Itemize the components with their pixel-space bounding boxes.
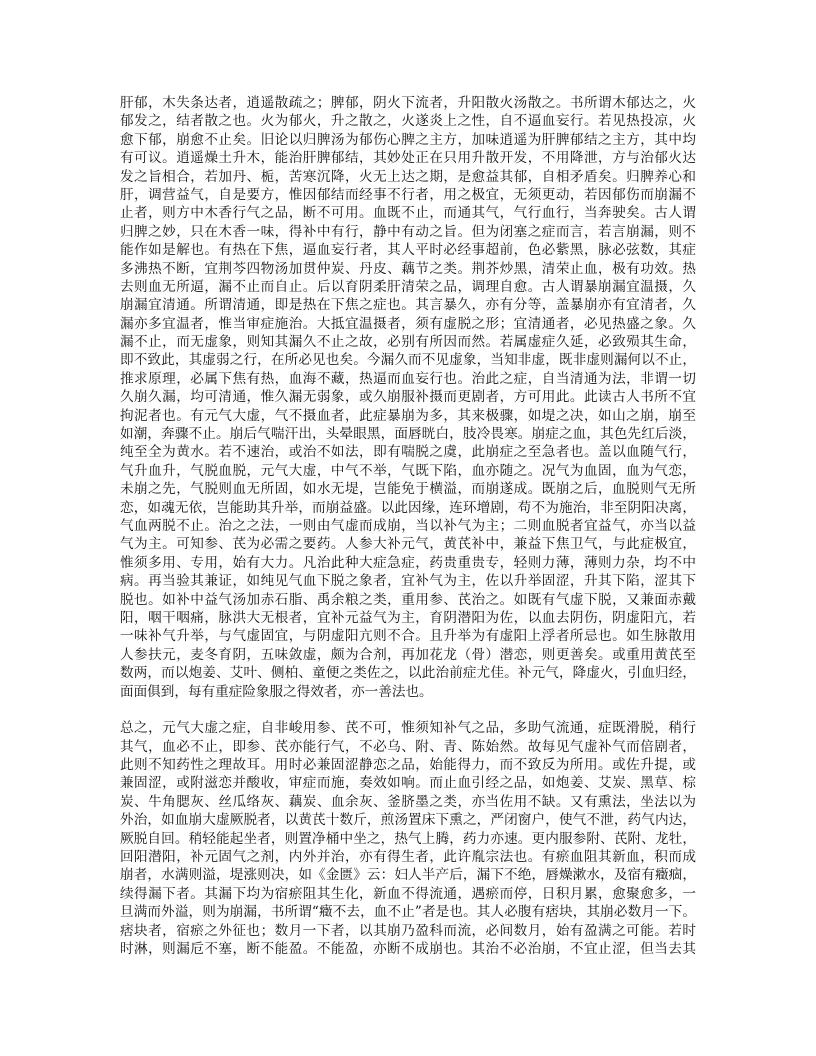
text-line: 肝，调营益气，自是要方，惟因郁结而经事不行者，用之极宜，无须更动，若因郁伤而崩漏不 (120, 186, 696, 203)
text-line: 纯至全为黄水。若不速治，或治不如法，即有喘脱之虞，此崩症之至急者也。盖以血随气行， (120, 444, 696, 461)
text-line: 脱也。如补中益气汤加赤石脂、禹余粮之类，重用参、芪治之。如既有气虚下脱，又兼面赤戴 (120, 591, 696, 608)
text-line: 拘泥者也。有元气大虚，气不摄血者，此症暴崩为多，其来极骤，如堤之决，如山之崩，崩至 (120, 407, 696, 424)
text-line: 愈下郁，崩愈不止矣。旧论以归脾汤为郁伤心脾之主方，加味逍遥为肝脾郁结之主方，其中均 (120, 131, 696, 148)
text-line: 郁发之，结者散之也。火为郁火，升之散之，火遂炎上之性，自不逼血妄行。若见热投凉，火 (120, 113, 696, 130)
text-line: 崩者，水满则溢，堤涨则决，如《金匮》云：妇人半产后，漏下不绝，唇燥漱水，及宿有癥痼， (120, 867, 696, 884)
text-line: 有可议。逍遥燥土升木，能治肝脾郁结，其妙处正在只用升散开发，不用降泄，方与治郁火达 (120, 150, 696, 167)
document-page (120, 94, 696, 958)
text-line: 去则血无所逼，漏不止而自止。后以育阴柔肝清荣之品，调理自愈。古人谓暴崩漏宜温摄，久 (120, 278, 696, 295)
text-line: 即不致此，其虚弱之行，在所必见也矣。今漏久而不见虚象，当知非虚，既非虚则漏何以不止， (120, 352, 696, 369)
text-line: 恋，如魂无依，岂能助其升举，而崩益盛。以此因缘，连环增剧，苟不为施治，非至阴阳决离， (120, 499, 696, 516)
text-line: 归脾之妙，只在木香一味，得补中有行，静中有动之旨。但为闭塞之症而言，若言崩漏，则不 (120, 223, 696, 240)
text-line: 能作如是解也。有热在下焦，逼血妄行者，其人平时必经事超前，色必紫黑，脉必弦数，其症 (120, 242, 696, 259)
text-line: 此则不知药性之理故耳。用时必兼固涩静恋之品，始能得力，而不致反为所用。或佐升提，或 (120, 757, 696, 774)
paragraph-2 (120, 719, 696, 958)
text-line: 时淋，则漏卮不塞，断不能盈。不能盈，亦断不成崩也。其治不必治崩，不宜止涩，但当去其 (120, 940, 696, 957)
text-line: 总之，元气大虚之症，自非峻用参、芪不可，惟须知补气之品，多助气流通，症既滑脱，稍行 (120, 720, 696, 737)
text-line: 其气，血必不止，即参、芪亦能行气，不必乌、附、青、陈始然。故每见气虚补气而倍剧者， (120, 738, 696, 755)
text-line: 气升血升，气脱血脱，元气大虚，中气不举，气既下陷，血亦随之。况气为血固，血为气恋， (120, 462, 696, 479)
text-line: 回阳潜阳，补元固气之剂，内外并治，亦有得生者，此许胤宗法也。有瘀血阻其新血，积而成 (120, 849, 696, 866)
text-line: 病。再当验其兼证，如纯见气血下脱之象者，宜补气为主，佐以升举固涩，升其下陷，涩其下 (120, 573, 696, 590)
text-line: 人参扶元，麦冬育阴，五味敛虚，颇为合剂，再加花龙（骨）潜恋，则更善矣。或重用黄芪至 (120, 646, 696, 663)
text-line: 惟须多用、专用，始有大力。凡治此种大症急症，药贵重贵专，轻则力薄，薄则力杂，均不中 (120, 554, 696, 571)
paragraph-1 (120, 94, 696, 701)
text-line: 旦满而外溢，则为崩漏，书所谓“癥不去，血不止”者是也。其人必腹有痞块，其崩必数月一下。 (120, 904, 696, 921)
text-line: 阳，咽干咽痛，脉洪大无根者，宜补元益气为主，育阴潜阳为佐，以血去阴伤，阴虚阳亢，若 (120, 609, 696, 626)
text-line: 外治，如血崩大虚厥脱者，以黄芪十数斤，煎汤置床下熏之，严闭窗户，使气不泄，药气内达， (120, 812, 696, 829)
text-line: 一味补气升举，与气虚固宜，与阴虚阳亢则不合。且升举为有虚阳上浮者所忌也。如生脉散用 (120, 628, 696, 645)
text-line: 多沸热不断，宜荆芩四物汤加贯仲炭、丹皮、藕节之类。荆芥炒黑，清荣止血，极有功效。热 (120, 260, 696, 277)
text-line: 气血两脱不止。治之之法，一则由气虚而成崩，当以补气为主；二则血脱者宜益气，亦当以益 (120, 517, 696, 534)
text-line: 如潮，奔骤不止。崩后气喘汗出，头晕眼黑，面唇晄白，肢冷畏寒。崩症之血，其色先红后淡， (120, 426, 696, 443)
text-line: 久崩久漏，均可清通，惟久漏无弱象，或久崩服补摄而更剧者，方可用此。此读古人书所不宜 (120, 389, 696, 406)
text-line: 痞块者，宿瘀之外征也；数月一下者，以其崩乃盈科而流，必间数月，始有盈满之可能。若时 (120, 922, 696, 939)
text-line: 气为主。可知参、芪为必需之要药。人参大补元气，黄芪补中，兼益下焦卫气，与此症极宜， (120, 536, 696, 553)
text-line: 肝郁，木失条达者，逍遥散疏之；脾郁，阴火下流者，升阳散火汤散之。书所谓木郁达之，火 (120, 95, 696, 111)
text-line: 推求原理，必属下焦有热，血海不藏，热逼而血妄行也。治此之症，自当清通为法，非谓一切 (120, 370, 696, 387)
text-line: 面面俱到，每有重症险象服之得效者，亦一善法也。 (120, 683, 433, 700)
text-line: 发之旨相合，若加丹、栀，苦寒沉降，火无上达之期，是愈益其郁，自相矛盾矣。归脾养心和 (120, 168, 696, 185)
text-line: 数两，而以炮姜、艾叶、侧柏、童便之类佐之，以此治前症尤佳。补元气，降虚火，引血归经， (120, 665, 696, 682)
text-line: 未崩之先，气脱则血无所固，如水无堤，岂能免于横溢，而崩遂成。既崩之后，血脱则气无所 (120, 481, 696, 498)
text-line: 炭、牛角腮灰、丝瓜络灰、藕炭、血余灰、釜脐墨之类，亦当佐用不缺。又有熏法，坐法以为 (120, 793, 696, 810)
text-line: 厥脱自回。稍轻能起坐者，则置净桶中坐之，热气上腾，药力亦速。更内服参附、芪附、龙牡， (120, 830, 696, 847)
text-line: 续得漏下者。其漏下均为宿瘀阻其生化，新血不得流通，遇瘀而停，日积月累，愈聚愈多，一 (120, 885, 696, 902)
text-line: 漏亦多宜温者，惟当审症施治。大抵宜温摄者，须有虚脱之形；宜清通者，必见热盛之象。久 (120, 315, 696, 332)
text-line: 漏不止，而无虚象，则知其漏久不止之故，必别有所因而然。若属虚症久延，必致殒其生命， (120, 334, 696, 351)
text-line: 止者，则方中木香行气之品，断不可用。血既不止，而通其气，气行血行，当奔驶矣。古人谓 (120, 205, 696, 222)
text-line: 兼固涩，或附滋恋并酸收，审症而施，奏效如响。而止血引经之品，如炮姜、艾炭、黑草、棕 (120, 775, 696, 792)
text-line: 崩漏宜清通。所谓清通，即是热在下焦之症也。其言暴久，亦有分等，盖暴崩亦有宜清者，久 (120, 297, 696, 314)
